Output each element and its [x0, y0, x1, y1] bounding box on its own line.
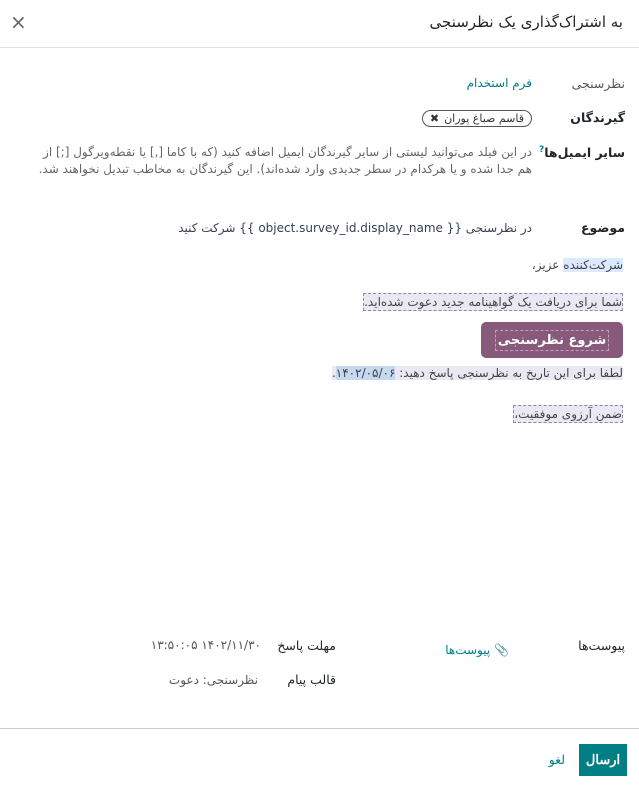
- deadline-label: مهلت پاسخ: [277, 638, 336, 653]
- body-invite[interactable]: شما برای دریافت یک گواهینامه جدید دعوت شده‌اید.: [364, 295, 622, 309]
- paperclip-icon: 📎: [494, 643, 509, 657]
- help-tooltip-icon[interactable]: ?: [538, 145, 545, 155]
- body-deadline[interactable]: لطفا برای این تاریخ به نظرسنجی پاسخ دهید: ۱۴۰۲/۰۵/۰۶.: [331, 366, 623, 380]
- dialog-footer-divider: [0, 728, 639, 729]
- deadline-date: ۱۴۰۲/۰۵/۰۶: [335, 366, 396, 380]
- close-icon[interactable]: ×: [10, 10, 27, 34]
- greeting-text: عزیز،: [531, 258, 564, 272]
- subject-input[interactable]: در نظرسنجی {{ object.survey_id.display_name }} شرکت کنید: [178, 221, 532, 235]
- remove-tag-icon[interactable]: ✖: [429, 112, 440, 125]
- recipients-label: گیرندگان: [570, 110, 625, 125]
- other-emails-help[interactable]: در این فیلد می‌توانید لیستی از سایر گیرندگان ایمیل اضافه کنید (که با کاما [,] یا نقطه‌ویرگول [;] از هم جدا شده و یا هرکدام در سطر جدیدی وارد شده‌اند). این گیرندگان به مخاطب تبدیل نخواهند شد.: [38, 145, 532, 176]
- deadline-value[interactable]: ۱۴۰۲/۱۱/۳۰ ۱۳:۵۰:۰۵: [150, 638, 261, 652]
- start-survey-label: شروع نظرسنجی: [495, 330, 610, 351]
- body-greeting[interactable]: [532, 258, 623, 272]
- placeholder-participant: شرکت‌کننده: [563, 258, 623, 272]
- send-button[interactable]: ارسال: [579, 744, 627, 776]
- subject-label: موضوع: [580, 220, 625, 235]
- start-survey-button[interactable]: [481, 322, 623, 358]
- body-closing[interactable]: ضمن آرزوی موفقیت،: [514, 407, 622, 421]
- dialog-title: به اشتراک‌گذاری یک نظرسنجی: [429, 13, 623, 31]
- attachments-link-text: پیوست‌ها: [445, 643, 491, 657]
- recipient-tag: [422, 110, 532, 127]
- other-emails-label-text: سایر ایمیل‌ها: [544, 145, 625, 161]
- template-label: قالب پیام: [287, 672, 336, 687]
- template-value[interactable]: نظرسنجی: دعوت: [168, 673, 258, 687]
- other-emails-label: [539, 145, 625, 160]
- deadline-text: لطفا برای این تاریخ به نظرسنجی پاسخ دهید:: [395, 366, 623, 380]
- dialog-header: [0, 0, 639, 48]
- attachments-label: پیوست‌ها: [578, 638, 625, 653]
- survey-label: نظرسنجی: [571, 76, 625, 91]
- cancel-button[interactable]: لغو: [548, 752, 565, 767]
- recipient-name: قاسم صباغ پوران: [444, 112, 524, 125]
- attachments-button[interactable]: [445, 643, 509, 657]
- survey-link[interactable]: فرم استخدام: [466, 76, 532, 90]
